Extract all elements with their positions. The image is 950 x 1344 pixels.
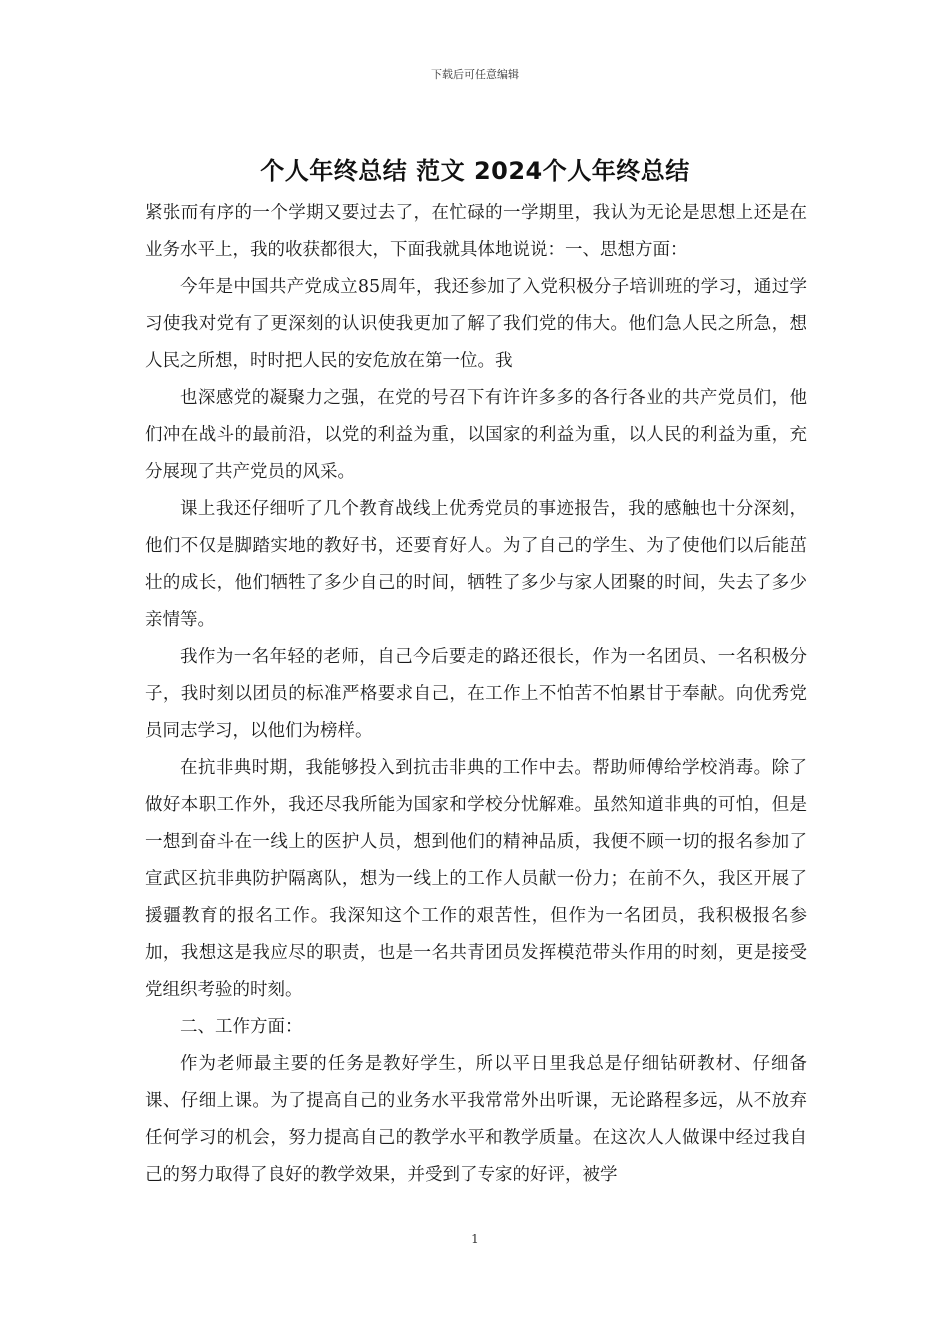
header-note: 下载后可任意编辑 [431, 68, 519, 81]
paragraph-intro: 紧张而有序的一个学期又要过去了，在忙碌的一学期里，我认为无论是思想上还是在业务水平上，我的收获都很大，下面我就具体地说说：一、思想方面： [145, 203, 807, 260]
paragraph-sars-period: 在抗非典时期，我能够投入到抗击非典的工作中去。帮助师傅给学校消毒。除了做好本职工作外，我还尽我所能为国家和学校分忧解难。虽然知道非典的可怕，但是一想到奋斗在一线上的医护人员，想到他们的精神品质，我便不顾一切的报名参加了宣武区抗非典防护隔离队，想为一线上的工作人员献一份力；在前不久，我区开展了援疆教育的报名工作。我深知这个工作的艰苦性，但作为一名团员，我积极报名参加，我想这是我应尽的职责，也是一名共青团员发挥模范带头作用的时刻，更是接受党组织考验的时刻。 [145, 758, 807, 1000]
paragraph-party-study: 今年是中国共产党成立85周年，我还参加了入党积极分子培训班的学习，通过学习使我对党有了更深刻的认识使我更加了解了我们党的伟大。他们急人民之所急，想人民之所想，时时把人民的安危放在第一位。我 [145, 277, 807, 371]
document-title: 个人年终总结 范文 2024个人年终总结 [260, 157, 690, 185]
paragraph-party-cohesion: 也深感党的凝聚力之强，在党的号召下有许许多多的各行各业的共产党员们，他们冲在战斗的最前沿，以党的利益为重，以国家的利益为重，以人民的利益为重，充分展现了共产党员的风采。 [145, 388, 807, 482]
document-body [145, 195, 807, 1194]
paragraph-young-teacher: 我作为一名年轻的老师，自己今后要走的路还很长，作为一名团员、一名积极分子，我时刻以团员的标准严格要求自己，在工作上不怕苦不怕累甘于奉献。向优秀党员同志学习，以他们为榜样。 [145, 647, 807, 741]
paragraph-teaching-work: 作为老师最主要的任务是教好学生，所以平日里我总是仔细钻研教材、仔细备课、仔细上课。为了提高自己的业务水平我常常外出听课，无论路程多远，从不放弃任何学习的机会，努力提高自己的教学水平和教学质量。在这次人人做课中经过我自己的努力取得了良好的教学效果，并受到了专家的好评，被学 [145, 1054, 807, 1185]
section-heading-work: 二、工作方面： [180, 1017, 303, 1037]
page-number: 1 [471, 1232, 479, 1246]
paragraph-exemplary-members: 课上我还仔细听了几个教育战线上优秀党员的事迹报告，我的感触也十分深刻，他们不仅是脚踏实地的教好书，还要育好人。为了自己的学生、为了使他们以后能茁壮的成长，他们牺牲了多少自己的时间，牺牲了多少与家人团聚的时间，失去了多少亲情等。 [145, 499, 807, 630]
